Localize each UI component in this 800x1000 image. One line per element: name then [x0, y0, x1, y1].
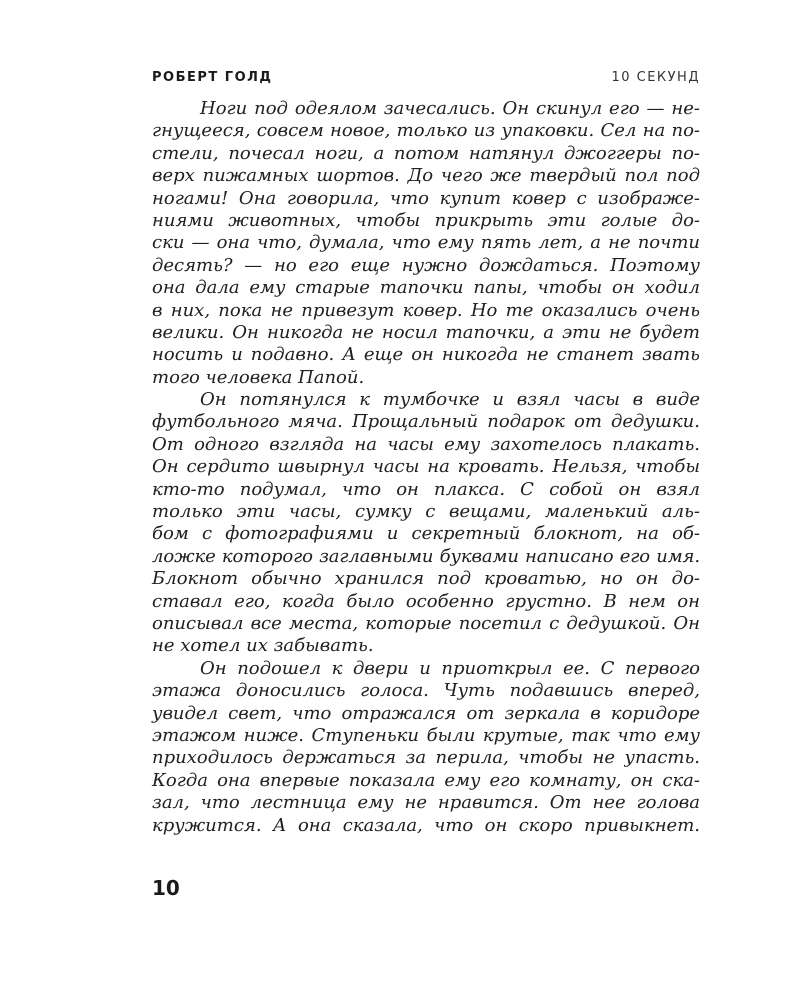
text-line: зал, что лестница ему не нравится. От нее голова — [152, 792, 700, 814]
paragraph-1 — [152, 98, 700, 389]
text-line: описывал все места, которые посетил с дедушкой. Он — [152, 612, 700, 634]
header-book-title: 10 СЕКУНД — [611, 70, 700, 85]
text-line: футбольного мяча. Прощальный подарок от дедушки. — [152, 411, 700, 433]
page-number: 10 — [152, 876, 180, 900]
text-line: кто-то подумал, что он плакса. С собой он взял — [152, 478, 700, 500]
text-line: Ноги под одеялом зачесались. Он скинул его — не- — [200, 98, 700, 119]
text-line: Он потянулся к тумбочке и взял часы в виде — [200, 389, 700, 411]
text-line: велики. Он никогда не носил тапочки, а эти не будет — [152, 321, 700, 343]
text-line: бом с фотографиями и секретный блокнот, на об- — [152, 523, 700, 545]
text-line: Блокнот обычно хранился под кроватью, но он до- — [152, 568, 700, 590]
text-line: ставал его, когда было особенно грустно. В нем он — [152, 590, 700, 612]
paragraph-3 — [152, 658, 700, 837]
text-line: кружится. А она сказала, что он скоро привыкнет. — [152, 814, 700, 836]
text-line: того человека Папой. — [152, 366, 365, 388]
text-line: этажа доносились голоса. Чуть подавшись вперед, — [152, 680, 700, 702]
paragraph-2 — [152, 389, 700, 658]
text-line: десять? — но его еще нужно дождаться. Поэтому — [152, 254, 700, 276]
text-line: только эти часы, сумку с вещами, маленький аль- — [152, 501, 700, 523]
text-line: носить и подавно. А еще он никогда не станет звать — [152, 344, 700, 366]
text-line: Он подошел к двери и приоткрыл ее. С первого — [200, 657, 700, 679]
text-line: приходилось держаться за перила, чтобы не упасть. — [152, 747, 700, 769]
text-line: ногами! Она говорила, что купит ковер с изображе- — [152, 187, 700, 209]
text-line: она дала ему старые тапочки папы, чтобы он ходил — [152, 277, 700, 299]
text-line: в них, пока не привезут ковер. Но те оказались очень — [152, 299, 700, 321]
text-line: ниями животных, чтобы прикрыть эти голые до- — [152, 209, 700, 231]
text-line: стели, почесал ноги, а потом натянул джоггеры по- — [152, 142, 700, 164]
text-line: ски — она что, думала, что ему пять лет, а не почти — [152, 232, 700, 254]
text-line: этажом ниже. Ступеньки были крутые, так что ему — [152, 724, 700, 746]
text-line: увидел свет, что отражался от зеркала в коридоре — [152, 702, 700, 724]
text-line: Когда она впервые показала ему его комнату, он ска- — [152, 769, 700, 791]
running-header — [152, 70, 700, 90]
header-author: РОБЕРТ ГОЛД — [152, 70, 273, 85]
text-line: верх пижамных шортов. До чего же твердый пол под — [152, 165, 700, 187]
text-line: гнущееся, совсем новое, только из упаковки. Сел на по- — [152, 120, 700, 142]
text-line: Он сердито швырнул часы на кровать. Нельзя, чтобы — [152, 456, 700, 478]
text-line: ложке которого заглавными буквами написано его имя. — [152, 545, 700, 567]
body-text — [152, 98, 700, 837]
text-line: От одного взгляда на часы ему захотелось плакать. — [152, 433, 700, 455]
text-line: не хотел их забывать. — [152, 635, 374, 657]
